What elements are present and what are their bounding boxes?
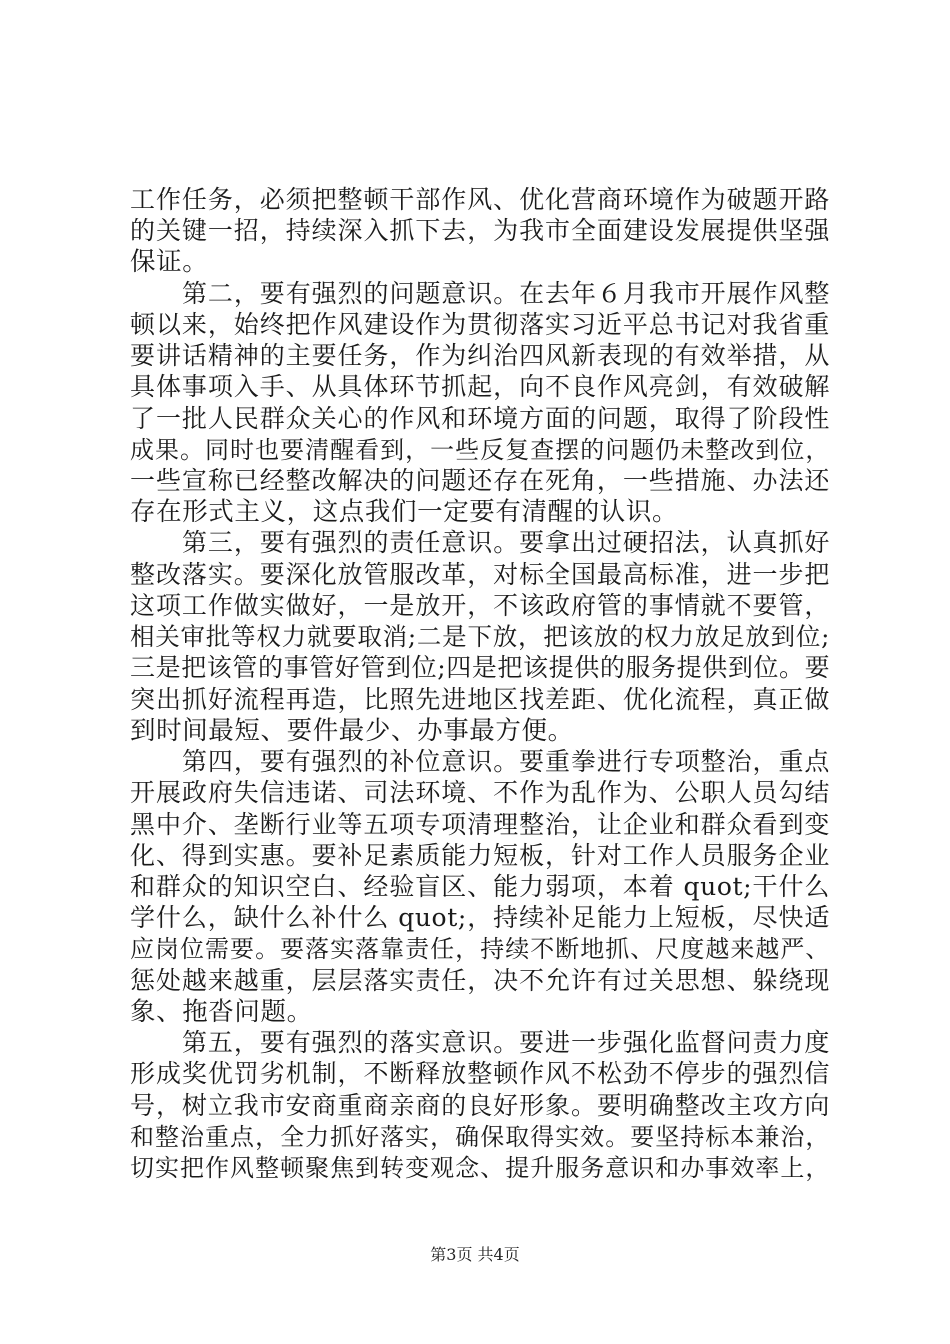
text-line: 到时间最短、要件最少、办事最方便。 (130, 716, 574, 746)
text-line: 要讲话精神的主要任务，作为纠治四风新表现的有效举措，从 (130, 341, 830, 370)
text-line: 和群众的知识空白、经验盲区、能力弱项，本着 quot;干什么 (130, 872, 830, 901)
text-line: 开展政府失信违诺、司法环境、不作为乱作为、公职人员勾结 (130, 778, 830, 807)
text-line: 具体事项入手、从具体环节抓起，向不良作风亮剑，有效破解 (130, 372, 830, 401)
page-footer: 第3页 共4页 (430, 1245, 520, 1264)
text-line: 号，树立我市安商重商亲商的良好形象。要明确整改主攻方向 (130, 1091, 830, 1120)
text-line: 存在形式主义，这点我们一定要有清醒的认识。 (130, 497, 679, 527)
text-line: 一些宣称已经整改解决的问题还存在死角，一些措施、办法还 (130, 466, 830, 495)
text-line: 黑中介、垄断行业等五项专项清理整治，让企业和群众看到变 (130, 810, 830, 839)
text-line: 第四，要有强烈的补位意识。要重拳进行专项整治，重点 (182, 747, 830, 776)
text-line: 惩处越来越重，层层落实责任，决不允许有过关思想、躲绕现 (130, 966, 830, 995)
text-line: 形成奖优罚劣机制，不断释放整顿作风不松劲不停步的强烈信 (130, 1059, 830, 1088)
text-line: 保证。 (130, 247, 209, 277)
text-line: 成果。同时也要清醒看到，一些反复查摆的问题仍未整改到位， (130, 436, 830, 464)
text-line: 顿以来，始终把作风建设作为贯彻落实习近平总书记对我省重 (130, 310, 830, 339)
text-line: 第五，要有强烈的落实意识。要进一步强化监督问责力度 (182, 1028, 830, 1057)
text-line: 了一批人民群众关心的作风和环境方面的问题，取得了阶段性 (130, 404, 830, 433)
text-line: 和整治重点，全力抓好落实，确保取得实效。要坚持标本兼治， (130, 1123, 830, 1151)
text-line: 这项工作做实做好，一是放开，不该政府管的事情就不要管， (130, 591, 830, 620)
text-line: 工作任务，必须把整顿干部作风、优化营商环境作为破题开路 (130, 185, 830, 214)
text-line: 突出抓好流程再造，比照先进地区找差距、优化流程，真正做 (130, 685, 830, 714)
text-line: 应岗位需要。要落实落靠责任，持续不断地抓、尺度越来越严、 (130, 935, 830, 963)
text-line: 三是把该管的事管好管到位;四是把该提供的服务提供到位。要 (130, 653, 831, 682)
text-line: 象、拖沓问题。 (130, 997, 313, 1027)
text-line: 学什么，缺什么补什么 quot;，持续补足能力上短板，尽快适 (130, 903, 830, 932)
text-line: 的关键一招，持续深入抓下去，为我市全面建设发展提供坚强 (130, 216, 830, 245)
text-line: 化、得到实惠。要补足素质能力短板，针对工作人员服务企业 (130, 841, 830, 870)
text-line: 相关审批等权力就要取消;二是下放，把该放的权力放足放到位; (130, 622, 830, 651)
text-line: 整改落实。要深化放管服改革，对标全国最高标准，进一步把 (130, 560, 830, 589)
text-line: 第二，要有强烈的问题意识。在去年６月我市开展作风整 (182, 279, 830, 308)
text-line: 第三，要有强烈的责任意识。要拿出过硬招法，认真抓好 (182, 528, 830, 557)
text-line: 切实把作风整顿聚焦到转变观念、提升服务意识和办事效率上， (130, 1154, 830, 1182)
